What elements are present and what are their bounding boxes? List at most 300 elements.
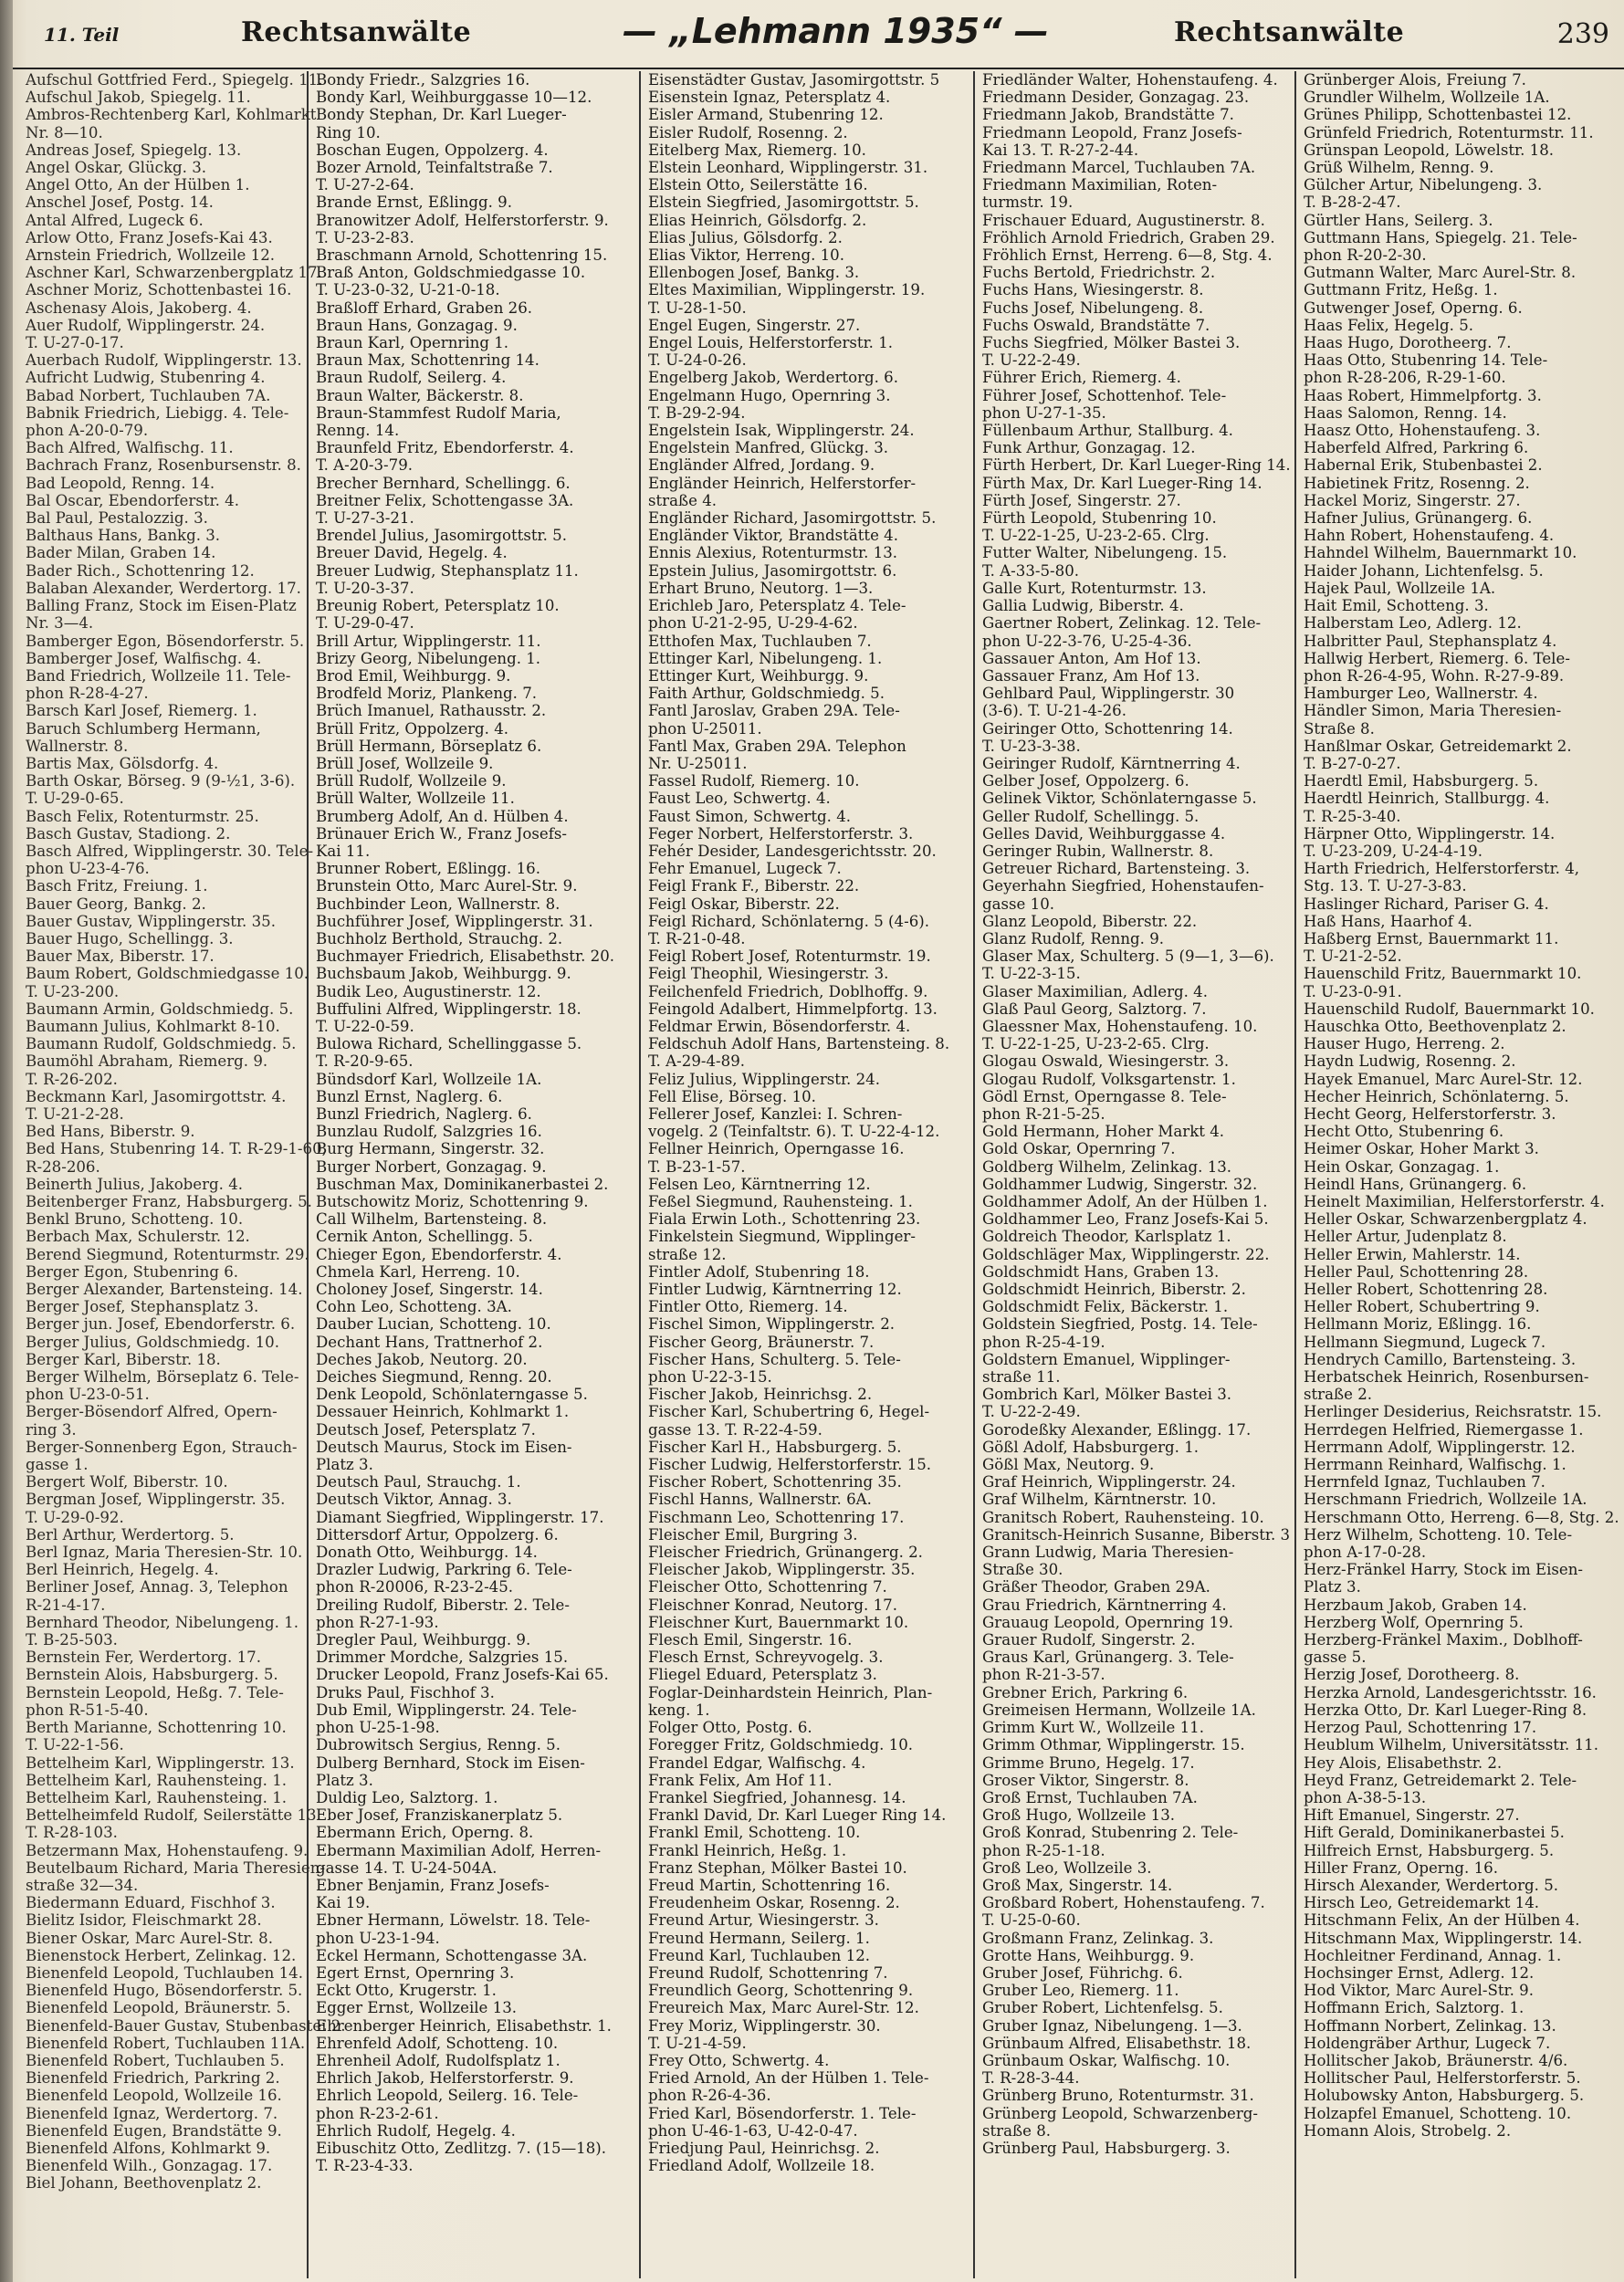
directory-entry: Hanßlmar Oskar, Getreidemarkt 2.	[1304, 737, 1572, 755]
directory-entry: Fischer Hans, Schulterg. 5. Tele-	[648, 1350, 901, 1368]
directory-entry: Donath Otto, Weihburgg. 14.	[316, 1544, 538, 1562]
directory-entry: Goldschläger Max, Wipplingerstr. 22.	[982, 1245, 1270, 1263]
directory-entry: Engländer Heinrich, Helferstorfer-	[648, 474, 917, 492]
directory-entry: Heller Robert, Schubertring 9.	[1304, 1298, 1540, 1316]
directory-entry: Balthaus Hans, Bankg. 3.	[26, 527, 221, 545]
directory-entry: Haasz Otto, Hohenstaufeng. 3.	[1304, 422, 1541, 440]
column-5	[1298, 71, 1624, 2278]
directory-entry: Bernstein Leopold, Heßg. 7. Tele-	[26, 1683, 284, 1701]
directory-entry: Basch Felix, Rotenturmstr. 25.	[26, 807, 259, 825]
directory-entry: Gassauer Anton, Am Hof 13.	[982, 649, 1201, 667]
directory-entry: Heindl Hans, Grünangerg. 6.	[1304, 1175, 1527, 1193]
book-spine	[0, 0, 13, 2282]
directory-entry: T. R-28-103.	[26, 1824, 118, 1842]
directory-entry: Bauer Gustav, Wipplingerstr. 35.	[26, 912, 276, 930]
directory-entry: Egger Ernst, Wollzeile 13.	[316, 1999, 518, 2017]
directory-entry: Drazler Ludwig, Parkring 6. Tele-	[316, 1561, 572, 1579]
directory-entry: turmstr. 19.	[982, 194, 1074, 212]
directory-entry: Gold Hermann, Hoher Markt 4.	[982, 1123, 1225, 1141]
directory-entry: Auerbach Rudolf, Wipplingerstr. 13.	[26, 351, 302, 370]
directory-entry: Heller Erwin, Mahlerstr. 14.	[1304, 1245, 1521, 1263]
directory-entry: Baumann Julius, Kohlmarkt 8-10.	[26, 1017, 280, 1035]
directory-entry: Bartis Max, Gölsdorfg. 4.	[26, 754, 219, 772]
directory-entry: Buschman Max, Dominikanerbastei 2.	[316, 1175, 609, 1193]
directory-entry: Halbritter Paul, Stephansplatz 4.	[1304, 632, 1557, 650]
directory-entry: Herrdegen Helfried, Riemergasse 1.	[1304, 1420, 1584, 1439]
directory-entry: Fintler Otto, Riemerg. 14.	[648, 1298, 848, 1316]
directory-entry: Haerdtl Emil, Habsburgerg. 5.	[1304, 772, 1539, 790]
directory-entry: Ebermann Erich, Operng. 8.	[316, 1824, 534, 1842]
directory-entry: Gutwenger Josef, Operng. 6.	[1304, 298, 1523, 317]
directory-entry: Frank Felix, Am Hof 11.	[648, 1771, 833, 1789]
directory-entry: Brüch Imanuel, Rathausstr. 2.	[316, 702, 547, 720]
directory-entry: Berl Heinrich, Hegelg. 4.	[26, 1561, 219, 1579]
directory-entry: Goldberg Wilhelm, Zelinkag. 13.	[982, 1157, 1232, 1176]
directory-entry: Bielitz Isidor, Fleischmarkt 28.	[26, 1911, 262, 1930]
directory-entry: Fischer Jakob, Heinrichsg. 2.	[648, 1386, 873, 1404]
directory-entry: T. U-22-3-15.	[982, 965, 1081, 983]
directory-entry: Gräßer Theodor, Graben 29A.	[982, 1578, 1210, 1596]
directory-entry: Hahn Robert, Hohenstaufeng. 4.	[1304, 527, 1555, 545]
directory-entry: Fischel Simon, Wipplingerstr. 2.	[648, 1315, 896, 1334]
directory-entry: Feingold Adalbert, Himmelpfortg. 13.	[648, 1000, 938, 1018]
directory-entry: Ettinger Kurt, Weihburgg. 9.	[648, 666, 869, 685]
directory-entry: Hallwig Herbert, Riemerg. 6. Tele-	[1304, 649, 1570, 667]
directory-entry: Elias Viktor, Herreng. 10.	[648, 246, 845, 265]
directory-entry: phon R-26-4-36.	[648, 2087, 771, 2105]
directory-entry: Heyd Franz, Getreidemarkt 2. Tele-	[1304, 1771, 1577, 1789]
directory-entry: phon A-38-5-13.	[1304, 1788, 1427, 1806]
directory-entry: Beutelbaum Richard, Maria Theresien-	[26, 1858, 326, 1877]
directory-entry: T. U-29-0-65.	[26, 790, 124, 808]
directory-entry: Antal Alfred, Lugeck 6.	[26, 211, 204, 229]
directory-entry: Dechant Hans, Trattnerhof 2.	[316, 1333, 543, 1351]
directory-entry: Aufschul Jakob, Spiegelg. 11.	[26, 89, 251, 107]
directory-entry: Biel Johann, Beethovenplatz 2.	[26, 2174, 262, 2193]
directory-entry: Goldstein Siegfried, Postg. 14. Tele-	[982, 1315, 1258, 1334]
directory-entry: Bal Paul, Pestalozzig. 3.	[26, 509, 208, 528]
directory-entry: Füllenbaum Arthur, Stallburg. 4.	[982, 422, 1233, 440]
directory-entry: Halberstam Leo, Adlerg. 12.	[1304, 614, 1522, 633]
directory-entry: Brill Artur, Wipplingerstr. 11.	[316, 632, 541, 650]
directory-entry: Grünes Philipp, Schottenbastei 12.	[1304, 106, 1572, 124]
directory-entry: Grimm Othmar, Wipplingerstr. 15.	[982, 1736, 1245, 1754]
part-label: 11. Teil	[44, 24, 120, 46]
directory-entry: Frankl Emil, Schotteng. 10.	[648, 1824, 861, 1842]
directory-entry: Betzermann Max, Hohenstaufeng. 9.	[26, 1841, 309, 1859]
directory-entry: phon R-26-4-95, Wohn. R-27-9-89.	[1304, 666, 1565, 685]
directory-entry: Hirsch Leo, Getreidemarkt 14.	[1304, 1894, 1540, 1912]
directory-entry: Haerdtl Heinrich, Stallburgg. 4.	[1304, 790, 1550, 808]
directory-entry: Bernstein Alois, Habsburgerg. 5.	[26, 1666, 278, 1684]
directory-entry: Fleischer Friedrich, Grünangerg. 2.	[648, 1544, 923, 1562]
directory-entry: Groß Leo, Wollzeile 3.	[982, 1858, 1152, 1877]
directory-entry: Berbach Max, Schulerstr. 12.	[26, 1228, 250, 1246]
directory-entry: Gödl Ernst, Operngasse 8. Tele-	[982, 1087, 1227, 1105]
directory-entry: Heublum Wilhelm, Universitätsstr. 11.	[1304, 1736, 1598, 1754]
directory-entry: T. U-22-1-25, U-23-2-65. Clrg.	[982, 527, 1210, 545]
directory-entry: Etthofen Max, Tuchlauben 7.	[648, 632, 872, 650]
directory-entry: Hey Alois, Elisabethstr. 2.	[1304, 1753, 1503, 1772]
directory-entry: Frandel Edgar, Walfischg. 4.	[648, 1753, 866, 1772]
directory-entry: Heller Oskar, Schwarzenbergplatz 4.	[1304, 1210, 1587, 1229]
directory-entry: Dessauer Heinrich, Kohlmarkt 1.	[316, 1403, 570, 1421]
directory-entry: Gürtler Hans, Seilerg. 3.	[1304, 211, 1493, 229]
directory-entry: phon A-17-0-28.	[1304, 1544, 1427, 1562]
directory-entry: Grauer Rudolf, Singerstr. 2.	[982, 1631, 1196, 1649]
directory-entry: Ehrlich Leopold, Seilerg. 16. Tele-	[316, 2087, 579, 2105]
directory-entry: Herzberg-Fränkel Maxim., Doblhoff-	[1304, 1631, 1583, 1649]
directory-entry: Gülcher Artur, Nibelungeng. 3.	[1304, 176, 1543, 194]
directory-entry: Deiches Siegmund, Renng. 20.	[316, 1368, 552, 1387]
directory-entry: Freundlich Georg, Schottenring 9.	[648, 1982, 914, 2000]
directory-entry: Friedmann Jakob, Brandstätte 7.	[982, 106, 1234, 124]
directory-entry: Bettelheim Karl, Rauhensteing. 1.	[26, 1788, 288, 1806]
directory-entry: Braun Hans, Gonzagag. 9.	[316, 316, 518, 334]
directory-entry: T. R-28-3-44.	[982, 2069, 1080, 2088]
directory-entry: Ehrlich Jakob, Helferstorferstr. 9.	[316, 2069, 574, 2088]
directory-entry: Berger Egon, Stubenring 6.	[26, 1262, 239, 1281]
directory-entry: vogelg. 2 (Teinfaltstr. 6). T. U-22-4-12.	[648, 1123, 940, 1141]
directory-entry: Friedjung Paul, Heinrichsg. 2.	[648, 2139, 880, 2157]
directory-entry: Fleischer Emil, Burgring 3.	[648, 1525, 858, 1544]
directory-entry: Händler Simon, Maria Theresien-	[1304, 702, 1562, 720]
directory-entry: Berger Wilhelm, Börseplatz 6. Tele-	[26, 1368, 299, 1387]
directory-entry: Groß Hugo, Wollzeile 13.	[982, 1806, 1176, 1825]
directory-entry: Fintler Ludwig, Kärntnerring 12.	[648, 1281, 902, 1299]
directory-entry: Gruber Robert, Lichtenfelsg. 5.	[982, 1999, 1223, 2017]
directory-entry: T. B-23-1-57.	[648, 1157, 746, 1176]
directory-entry: Brizy Georg, Nibelungeng. 1.	[316, 649, 541, 667]
directory-entry: Braun-Stammfest Rudolf Maria,	[316, 403, 561, 422]
directory-entry: Bondy Karl, Weihburggasse 10—12.	[316, 89, 592, 107]
directory-entry: Fischl Hanns, Wallnerstr. 6A.	[648, 1491, 872, 1509]
directory-entry: Ebermann Maximilian Adolf, Herren-	[316, 1841, 602, 1859]
directory-entry: Fassel Rudolf, Riemerg. 10.	[648, 772, 860, 790]
directory-entry: T. U-21-2-52.	[1304, 947, 1402, 966]
directory-entry: T. U-23-0-32, U-21-0-18.	[316, 281, 500, 299]
directory-entry: Band Friedrich, Wollzeile 11. Tele-	[26, 666, 291, 685]
directory-entry: Haslinger Richard, Pariser G. 4.	[1304, 895, 1549, 913]
directory-entry: Hoffmann Erich, Salztorg. 1.	[1304, 1999, 1524, 2017]
directory-entry: Holubowsky Anton, Habsburgerg. 5.	[1304, 2087, 1585, 2105]
directory-entry: gasse 14. T. U-24-504A.	[316, 1858, 498, 1877]
directory-entry: Bader Milan, Graben 14.	[26, 544, 216, 562]
directory-entry: Ehrenfeld Adolf, Schotteng. 10.	[316, 2034, 559, 2052]
directory-entry: Brüll Fritz, Oppolzerg. 4.	[316, 719, 509, 738]
directory-entry: phon U-23-0-51.	[26, 1386, 150, 1404]
section-title-left: Rechtsanwälte	[241, 16, 472, 48]
directory-entry: T. U-23-3-38.	[982, 737, 1081, 755]
directory-entry: Geringer Rubin, Wallnerstr. 8.	[982, 842, 1214, 860]
directory-entry: Deutsch Maurus, Stock im Eisen-	[316, 1438, 572, 1456]
directory-entry: T. U-27-2-64.	[316, 176, 414, 194]
directory-entry: Eisler Armand, Stubenring 12.	[648, 106, 884, 124]
directory-entry: Aschner Karl, Schwarzenbergplatz 17.	[26, 264, 322, 282]
directory-entry: Herzbaum Jakob, Graben 14.	[1304, 1596, 1527, 1614]
directory-entry: Nr. 3—4.	[26, 614, 94, 633]
directory-entry: Wallnerstr. 8.	[26, 737, 129, 755]
directory-entry: Faith Arthur, Goldschmiedg. 5.	[648, 685, 885, 703]
directory-entry: straße 11.	[982, 1368, 1061, 1387]
directory-entry: Faust Simon, Schwertg. 4.	[648, 807, 852, 825]
directory-entry: Elias Heinrich, Gölsdorfg. 2.	[648, 211, 867, 229]
directory-entry: Ebner Hermann, Löwelstr. 18. Tele-	[316, 1911, 591, 1930]
column-2	[310, 71, 641, 2278]
directory-entry: T. U-23-2-83.	[316, 228, 414, 246]
directory-entry: Habietinek Fritz, Rosenng. 2.	[1304, 474, 1530, 492]
directory-entry: Bienenfeld Leopold, Wollzeile 16.	[26, 2087, 282, 2105]
directory-entry: Herz-Fränkel Harry, Stock im Eisen-	[1304, 1561, 1584, 1579]
directory-entry: Stg. 13. T. U-27-3-83.	[1304, 877, 1467, 895]
directory-entry: gasse 1.	[26, 1456, 89, 1474]
directory-entry: Bettelheim Karl, Rauhensteing. 1.	[26, 1771, 288, 1789]
directory-entry: Glanz Leopold, Biberstr. 22.	[982, 912, 1198, 930]
directory-entry: Fröhlich Arnold Friedrich, Graben 29.	[982, 228, 1275, 246]
directory-entry: Bienenfeld Friedrich, Parkring 2.	[26, 2069, 280, 2088]
directory-entry: Eibuschitz Otto, Zedlitzg. 7. (15—18).	[316, 2139, 607, 2157]
directory-entry: phon R-20-2-30.	[1304, 246, 1427, 265]
directory-entry: Grotte Hans, Weihburgg. 9.	[982, 1946, 1195, 1964]
directory-entry: Fiala Erwin Loth., Schottenring 23.	[648, 1210, 921, 1229]
directory-entry: Buchholz Berthold, Strauchg. 2.	[316, 929, 563, 947]
directory-entry: Hauschka Otto, Beethovenplatz 2.	[1304, 1017, 1566, 1035]
directory-entry: T. A-20-3-79.	[316, 456, 414, 475]
directory-entry: Fuchs Josef, Nibelungeng. 8.	[982, 298, 1204, 317]
directory-entry: Bergert Wolf, Biberstr. 10.	[26, 1473, 228, 1492]
directory-entry: gasse 10.	[982, 895, 1055, 913]
directory-entry: Berl Arthur, Werdertorg. 5.	[26, 1525, 235, 1544]
directory-entry: Braßloff Erhard, Graben 26.	[316, 298, 533, 317]
directory-entry: Platz 3.	[316, 1771, 373, 1789]
directory-entry: Futter Walter, Nibelungeng. 15.	[982, 544, 1228, 562]
directory-entry: Galle Kurt, Rotenturmstr. 13.	[982, 579, 1207, 597]
directory-entry: Hecht Georg, Helferstorferstr. 3.	[1304, 1104, 1556, 1123]
directory-entry: Buchsbaum Jakob, Weihburgg. 9.	[316, 965, 571, 983]
directory-entry: Hoffmann Norbert, Zelinkag. 13.	[1304, 2016, 1556, 2035]
running-title: — „Lehmann 1935“ —	[623, 11, 1049, 51]
directory-entry: Aschenasy Alois, Jakoberg. 4.	[26, 298, 252, 317]
directory-entry: Cohn Leo, Schotteng. 3A.	[316, 1298, 512, 1316]
directory-entry: Beinerth Julius, Jakoberg. 4.	[26, 1175, 244, 1193]
directory-entry: Frankl Heinrich, Heßg. 1.	[648, 1841, 847, 1859]
directory-entry: T. U-22-2-49.	[982, 351, 1081, 370]
directory-entry: Choloney Josef, Singerstr. 14.	[316, 1281, 543, 1299]
directory-entry: Bienenfeld-Bauer Gustav, Stubenbastei 2.	[26, 2016, 346, 2035]
directory-entry: Fehr Emanuel, Lugeck 7.	[648, 860, 842, 878]
directory-entry: T. U-24-0-26.	[648, 351, 747, 370]
directory-entry: Haas Otto, Stubenring 14. Tele-	[1304, 351, 1548, 370]
directory-entry: Grünfeld Friedrich, Rotenturmstr. 11.	[1304, 123, 1594, 141]
directory-entry: T. U-23-200.	[26, 982, 120, 1000]
directory-entry: Frankel Siegfried, Johannesg. 14.	[648, 1788, 906, 1806]
directory-entry: Gelinek Viktor, Schönlaterngasse 5.	[982, 790, 1257, 808]
directory-entry: T. B-27-0-27.	[1304, 754, 1401, 772]
directory-entry: Grauaug Leopold, Opernring 19.	[982, 1613, 1234, 1631]
directory-entry: Fröhlich Ernst, Herreng. 6—8, Stg. 4.	[982, 246, 1273, 265]
directory-entry: Feliz Julius, Wipplingerstr. 24.	[648, 1070, 880, 1088]
directory-entry: Gold Oskar, Opernring 7.	[982, 1140, 1176, 1158]
directory-entry: Herz Wilhelm, Schotteng. 10. Tele-	[1304, 1525, 1573, 1544]
directory-entry: Buchführer Josef, Wipplingerstr. 31.	[316, 912, 593, 930]
directory-entry: Bad Leopold, Renng. 14.	[26, 474, 215, 492]
directory-entry: Basch Gustav, Stadiong. 2.	[26, 824, 231, 843]
directory-entry: Bach Alfred, Walfischg. 11.	[26, 439, 234, 457]
directory-entry: Frey Otto, Schwertg. 4.	[648, 2051, 830, 2069]
directory-entry: Hein Oskar, Gonzagag. 1.	[1304, 1157, 1500, 1176]
directory-entry: Angel Oskar, Glückg. 3.	[26, 159, 207, 177]
directory-entry: Berger jun. Josef, Ebendorferstr. 6.	[26, 1315, 296, 1334]
directory-entry: Erhart Bruno, Neutorg. 1—3.	[648, 579, 874, 597]
directory-entry: Platz 3.	[316, 1456, 373, 1474]
directory-entry: Deutsch Viktor, Annag. 3.	[316, 1491, 512, 1509]
directory-entry: Goldschmidt Felix, Bäckerstr. 1.	[982, 1298, 1229, 1316]
directory-entry: Herzka Otto, Dr. Karl Lueger-Ring 8.	[1304, 1701, 1587, 1719]
directory-entry: Andreas Josef, Spiegelg. 13.	[26, 141, 242, 159]
directory-entry: T. U-27-0-17.	[26, 334, 124, 352]
directory-entry: Grünberger Alois, Freiung 7.	[1304, 71, 1526, 89]
directory-entry: phon U-27-1-35.	[982, 403, 1106, 422]
directory-entry: Gruber Ignaz, Nibelungeng. 1—3.	[982, 2016, 1242, 2035]
directory-entry: Faust Leo, Schwertg. 4.	[648, 790, 831, 808]
directory-entry: phon U-23-4-76.	[26, 860, 150, 878]
directory-entry: phon U-25011.	[648, 719, 762, 738]
directory-entry: Engelberg Jakob, Werdertorg. 6.	[648, 369, 899, 387]
directory-entry: T. U-27-3-21.	[316, 509, 414, 528]
directory-entry: Ehrenberger Heinrich, Elisabethstr. 1.	[316, 2016, 612, 2035]
directory-entry: Harth Friedrich, Helferstorferstr. 4,	[1304, 860, 1580, 878]
directory-entry: Härpner Otto, Wipplingerstr. 14.	[1304, 824, 1556, 843]
directory-entry: Berger-Sonnenberg Egon, Strauch-	[26, 1438, 298, 1456]
directory-entry: Herrmann Adolf, Wipplingerstr. 12.	[1304, 1438, 1576, 1456]
directory-entry: Herlinger Desiderius, Reichsratstr. 15.	[1304, 1403, 1602, 1421]
directory-entry: Egert Ernst, Opernring 3.	[316, 1963, 515, 1982]
directory-entry: Bondy Stephan, Dr. Karl Lueger-	[316, 106, 567, 124]
directory-entry: T. U-22-1-56.	[26, 1736, 124, 1754]
directory-entry: Dreiling Rudolf, Biberstr. 2. Tele-	[316, 1596, 570, 1614]
directory-entry: Bergman Josef, Wipplingerstr. 35.	[26, 1491, 286, 1509]
directory-entry: Ehrlich Rudolf, Hegelg. 4.	[316, 2121, 516, 2140]
directory-entry: Fuchs Bertold, Friedrichstr. 2.	[982, 264, 1216, 282]
directory-entry: Braschmann Arnold, Schottenring 15.	[316, 246, 608, 265]
directory-entry: Heller Paul, Schottenring 28.	[1304, 1262, 1529, 1281]
directory-entry: Goldschmidt Heinrich, Biberstr. 2.	[982, 1281, 1246, 1299]
directory-entry: Buchmayer Friedrich, Elisabethstr. 20.	[316, 947, 615, 966]
directory-entry: Engländer Richard, Jasomirgottstr. 5.	[648, 509, 937, 528]
directory-entry: Heller Artur, Judenplatz 8.	[1304, 1228, 1507, 1246]
directory-entry: Groß Max, Singerstr. 14.	[982, 1876, 1173, 1894]
directory-entry: Geyerhahn Siegfried, Hohenstaufen-	[982, 877, 1264, 895]
directory-entry: Biener Oskar, Marc Aurel-Str. 8.	[26, 1929, 274, 1947]
directory-entry: Eltes Maximilian, Wipplingerstr. 19.	[648, 281, 926, 299]
directory-entry: Hift Gerald, Dominikanerbastei 5.	[1304, 1824, 1565, 1842]
directory-entry: Berger Julius, Goldschmiedg. 10.	[26, 1333, 280, 1351]
directory-entry: Fürth Leopold, Stubenring 10.	[982, 509, 1217, 528]
directory-entry: Barth Oskar, Börseg. 9 (9-½1, 3-6).	[26, 772, 296, 790]
directory-entry: Gorodeßky Alexander, Eßlingg. 17.	[982, 1420, 1252, 1439]
directory-entry: Hajek Paul, Wollzeile 1A.	[1304, 579, 1496, 597]
directory-entry: Heimer Oskar, Hoher Markt 3.	[1304, 1140, 1539, 1158]
directory-entry: Glogau Oswald, Wiesingerstr. 3.	[982, 1052, 1230, 1071]
directory-entry: T. U-22-0-59.	[316, 1017, 414, 1035]
directory-entry: Dulberg Bernhard, Stock im Eisen-	[316, 1753, 585, 1772]
directory-entry: Bamberger Josef, Walfischg. 4.	[26, 649, 262, 667]
directory-entry: Breuer David, Hegelg. 4.	[316, 544, 508, 562]
directory-entry: phon R-27-1-93.	[316, 1613, 439, 1631]
directory-entry: Branowitzer Adolf, Helferstorferstr. 9.	[316, 211, 609, 229]
directory-entry: Herzig Josef, Dorotheerg. 8.	[1304, 1666, 1520, 1684]
directory-entry: T. R-21-0-48.	[648, 929, 746, 947]
directory-entry: Brüll Rudolf, Wollzeile 9.	[316, 772, 507, 790]
directory-entry: Bamberger Egon, Bösendorferstr. 5.	[26, 632, 305, 650]
directory-entry: Nr. 8—10.	[26, 123, 103, 141]
directory-entry: Renng. 14.	[316, 422, 400, 440]
directory-entry: Hitschmann Max, Wipplingerstr. 14.	[1304, 1929, 1583, 1947]
directory-entry: Frey Moriz, Wipplingerstr. 30.	[648, 2016, 881, 2035]
directory-entry: Freureich Max, Marc Aurel-Str. 12.	[648, 1999, 919, 2017]
directory-entry: T. B-29-2-94.	[648, 403, 746, 422]
directory-entry: Goldhammer Adolf, An der Hülben 1.	[982, 1193, 1268, 1210]
directory-entry: Ebner Benjamin, Franz Josefs-	[316, 1876, 550, 1894]
directory-entry: Foglar-Deinhardstein Heinrich, Plan-	[648, 1683, 933, 1701]
directory-entry: Deutsch Paul, Strauchg. 1.	[316, 1473, 521, 1492]
directory-entry: Fischer Karl, Schubertring 6, Hegel-	[648, 1403, 930, 1421]
directory-entry: T. U-22-2-49.	[982, 1403, 1081, 1421]
directory-entry: Brunner Robert, Eßlingg. 16.	[316, 860, 540, 878]
directory-entry: Glogau Rudolf, Volksgartenstr. 1.	[982, 1070, 1236, 1088]
directory-entry: Gombrich Karl, Mölker Bastei 3.	[982, 1386, 1232, 1404]
directory-entry: T. R-23-4-33.	[316, 2157, 414, 2175]
directory-entry: Baruch Schlumberg Hermann,	[26, 719, 261, 738]
directory-entry: Fuchs Hans, Wiesingerstr. 8.	[982, 281, 1204, 299]
directory-entry: Bienenfeld Hugo, Bösendorferstr. 5.	[26, 1982, 303, 2000]
directory-entry: phon U-22-3-15.	[648, 1368, 772, 1387]
directory-entry: Fischer Robert, Schottenring 35.	[648, 1473, 902, 1492]
directory-entry: Herzberg Wolf, Opernring 5.	[1304, 1613, 1524, 1631]
directory-entry: Herzog Paul, Schottenring 17.	[1304, 1719, 1537, 1737]
directory-entry: Beitenberger Franz, Habsburgerg. 5.	[26, 1193, 312, 1210]
directory-entry: Herschmann Friedrich, Wollzeile 1A.	[1304, 1491, 1587, 1509]
directory-entry: Friedmann Leopold, Franz Josefs-	[982, 123, 1242, 141]
directory-entry: straße 32—34.	[26, 1876, 139, 1894]
directory-entry: straße 2.	[1304, 1386, 1373, 1404]
directory-entry: Fintler Adolf, Stubenring 18.	[648, 1262, 870, 1281]
directory-entry: Erichleb Jaro, Petersplatz 4. Tele-	[648, 597, 906, 615]
directory-entry: Fliegel Eduard, Petersplatz 3.	[648, 1666, 877, 1684]
directory-entry: phon R-28-4-27.	[26, 685, 149, 703]
directory-entry: Epstein Julius, Jasomirgottstr. 6.	[648, 561, 897, 580]
directory-entry: Auer Rudolf, Wipplingerstr. 24.	[26, 316, 266, 334]
directory-entry: Führer Erich, Riemerg. 4.	[982, 369, 1181, 387]
directory-entry: Fischer Karl H., Habsburgerg. 5.	[648, 1438, 902, 1456]
directory-entry: T. U-21-2-28.	[26, 1104, 124, 1123]
directory-entry: Brodfeld Moriz, Plankeng. 7.	[316, 685, 538, 703]
directory-entry: Hecht Otto, Stubenring 6.	[1304, 1123, 1504, 1141]
directory-entry: Feldmar Erwin, Bösendorferstr. 4.	[648, 1017, 911, 1035]
directory-entry: Fleischer Otto, Schottenring 7.	[648, 1578, 887, 1596]
directory-entry: Kai 19.	[316, 1894, 371, 1912]
directory-entry: phon R-21-5-25.	[982, 1104, 1105, 1123]
directory-entry: T. R-25-3-40.	[1304, 807, 1401, 825]
directory-entry: Bienenfeld Ignaz, Werdertorg. 7.	[26, 2104, 278, 2122]
directory-entry: Bulowa Richard, Schellinggasse 5.	[316, 1035, 582, 1053]
directory-entry: Anschel Josef, Postg. 14.	[26, 194, 214, 212]
directory-entry: R-21-4-17.	[26, 1596, 106, 1614]
directory-entry: Getreuer Richard, Bartensteing. 3.	[982, 860, 1251, 878]
section-title-right: Rechtsanwälte	[1174, 16, 1405, 48]
directory-entry: Elstein Siegfried, Jasomirgottstr. 5.	[648, 194, 919, 212]
directory-entry: Bienenstock Herbert, Zelinkag. 12.	[26, 1946, 297, 1964]
